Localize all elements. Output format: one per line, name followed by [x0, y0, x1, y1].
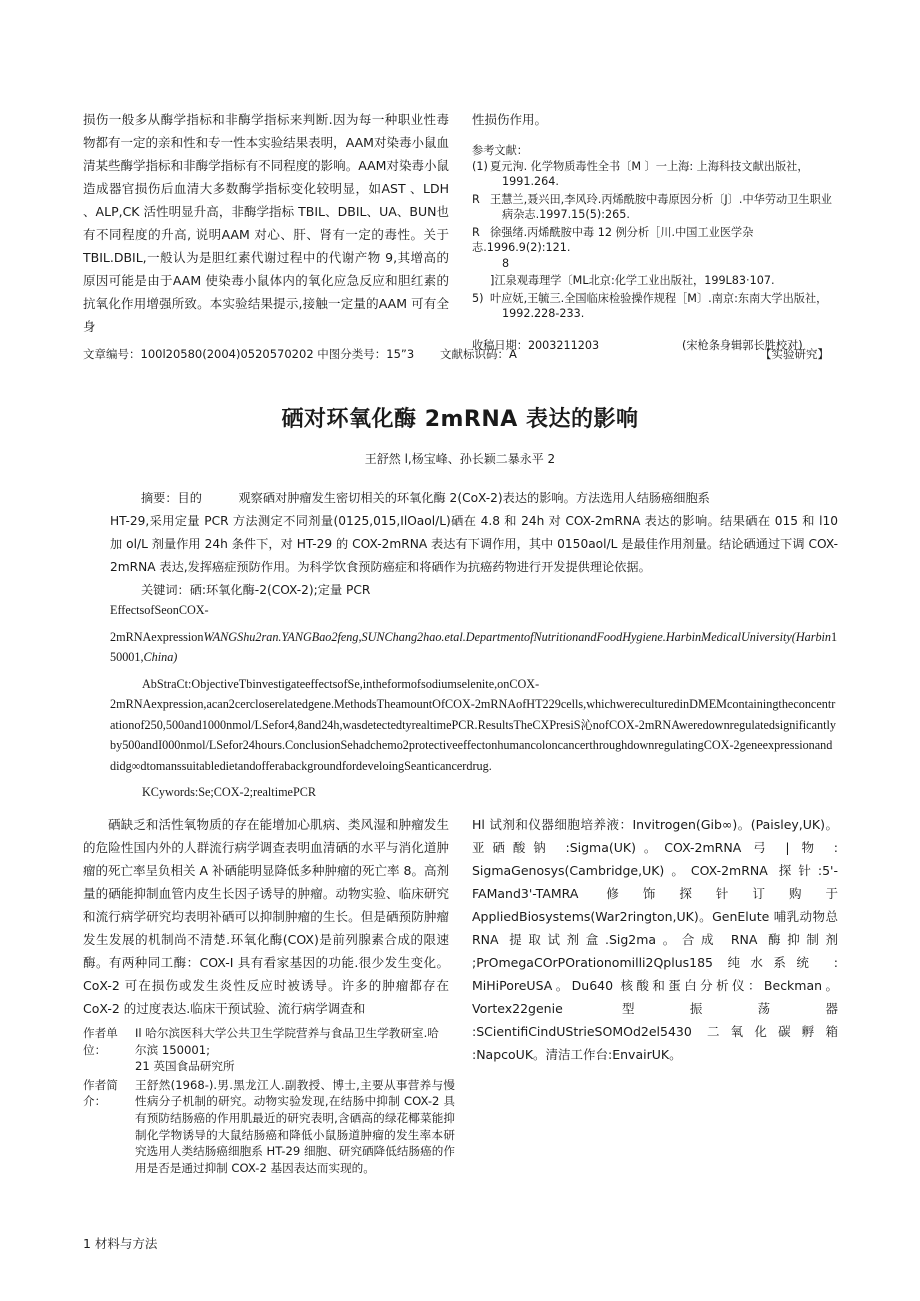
- author-list: 王舒然 l,杨宝峰、孙长颖二暴永平 2: [364, 452, 556, 466]
- reference-continuation: 1992.228-233.: [502, 307, 585, 320]
- reference-text: 徐强绪.丙烯酰胺中毒 12 例分析［川.中国工业医学杂志.1996.9(2):121.: [472, 225, 754, 254]
- en-title-authors: [110, 627, 838, 668]
- section-heading: 1 材料与方法: [83, 1236, 158, 1251]
- reference-continuation: 8: [502, 256, 510, 270]
- references-title: 参考文献：: [472, 144, 528, 157]
- en-title-line1: EffectsofSeonCOX-: [110, 603, 209, 617]
- reference-text: ]江泉观毒理学〔ML北京:化学工业出版社，199L83·107.: [490, 274, 775, 287]
- body-right-column: Hl 试剂和仪器细胞培养液：Invitrogen(Gib∞)。(Paisley,UK)。亚硒酸钠 :Sigma(UK)。COX-2mRNA 弓 | 物 : SigmaGenosys(Cambridge,UK)。COX-2mRNA 探针:5'-FAMand3'-TAMRA 修饰探针订购于 AppliedBiosystems(War2rington,UK)。GenElute 哺乳动物总 RNA 提取试剂盒.Sig2ma。合成 RNA 酶抑制剂 ;PrOmegaCOrPOrationomilli2Qplus185 纯水系统 : MiHiPoreUSA。Du640 核酸和蛋白分析仪：Beckman。Vortex22genie 型振荡器 :SCientifiCindUStrieSOMOd2el5430 二氧化碳孵箱 :NapcoUK。清洁工作台:EnvairUK。: [472, 817, 838, 1062]
- prev-article-right-column: [472, 108, 842, 353]
- en-country: China): [143, 650, 178, 664]
- reference-item: [472, 225, 842, 272]
- author-unit-line: 尔滨 150001;: [135, 1042, 211, 1057]
- author-bio: [83, 1077, 455, 1177]
- en-title-plain: 2mRNAexpression: [110, 629, 204, 644]
- en-abstract-first: AbStraCt:ObjectiveTbinvestigateeffectsofSe,intheformofsodiumselenite,onCOX-: [142, 676, 540, 691]
- author-bio-label: 作者简介：: [83, 1077, 118, 1109]
- abstract-en: [110, 600, 838, 803]
- reference-item: [472, 273, 842, 289]
- column-tag: 【实验研究】: [760, 347, 829, 361]
- author-unit-line: Il 哈尔滨医科大学公共卫生学院营养与食品卫生学教研室.哈: [135, 1026, 439, 1040]
- author-unit-line: 21 英国食品研究所: [135, 1059, 235, 1074]
- editor-note: (宋枪条身辑郭长胜校对): [682, 338, 803, 352]
- author-unit-label: 作者单位：: [83, 1026, 118, 1057]
- abstract-zh-body: HT-29,采用定量 PCR 方法测定不同剂量(0125,015,IlOaol/L)硒在 4.8 和 24h 对 COX-2mRNA 表达的影响。结果硒在 015 和 l10 加 ol/L 剂量作用 24h 条件下，对 HT-29 的 COX-2mRNA 表达有下调作用，其中 0150aol/L 是最佳作用剂量。结论硒通过下调 COX-2mRNA 表达,发挥癌症预防作用。为科学饮食预防癌症和将硒作为抗癌药物进行开发提供理论依据。: [110, 514, 838, 574]
- prev-article-conclusion: 性损伤作用。: [472, 112, 548, 127]
- abstract-zh-first-line: 摘要：目的 观察硒对肿瘤发生密切相关的环氧化酶 2(CoX-2)表达的影响。方法选用人结肠癌细胞系: [141, 491, 710, 505]
- body-left-column: 硒缺乏和活性氧物质的存在能增加心肌病、类风湿和肿瘤发生的危险性国内外的人群流行病学调查表明血清硒的水平与消化道肿瘤的死亡率呈负相关 A 补硒能明显降低多种肿瘤的死亡率 8。高剂量的硒能抑制血管内皮生长因子诱导的肿瘤。动物实验、临床研究和流行病学研究均表明补硒可以抑制肿瘤的生长。但是硒预防肿瘤发生发展的机制尚不清楚.环氧化酶(COX)是前列腺素合成的限速酶。有两种同工酶：COX-I 具有看家基因的功能.很少发生变化。CoX-2 可在损伤或发生炎性反应时被诱导。许多的肿瘤都存在 CoX-2 的过度表达.临床干预试验、流行病学调查和: [83, 817, 449, 1016]
- en-authors-affiliation: WANGShu2ran.YANGBao2feng,SUNChang2hao.etal.DepartmentofNutritionandFoodHygiene.HarbinMedicalUniversity(Harbin: [203, 629, 832, 644]
- reference-item: [472, 192, 842, 223]
- reference-item: [472, 159, 842, 190]
- article-title: 硒对环氧化酶 2mRNA 表达的影响: [281, 407, 639, 432]
- reference-text: 王慧兰,聂兴田,李风玲.丙烯酰胺中毒原因分析〔J〕.中华劳动卫生职业: [490, 192, 832, 206]
- author-footnote: [83, 1025, 455, 1176]
- reference-continuation: 病杂志.1997.15(5):265.: [502, 208, 630, 221]
- reference-number: (1): [472, 159, 488, 173]
- author-bio-text: 王舒然(1968-).男.黑龙江人.副教授、博士,主要从事营养与慢性病分子机制的研究。动物实验发现,在结肠中抑制 COX-2 具有预防结肠癌的作用肌最近的研究表明,含硒高的绿花椰菜能抑制化学物诱导的大鼠结肠癌和降低小鼠肠道肿瘤的发生率本研究选用人类结肠癌细胞系 HT-29 细胞、研究硒降低结肠癌的作用是否是通过抑制 COX-2 基因表达而实现的。: [135, 1077, 455, 1175]
- reference-continuation: 1991.264.: [502, 175, 559, 188]
- article-number: 文章编号：100l20580(2004)0520570202 中图分类号：15”3: [83, 347, 415, 361]
- reference-number: 5): [472, 291, 484, 305]
- reference-item: [472, 291, 842, 322]
- reference-number: R: [472, 225, 480, 239]
- en-postcode: 150001,: [110, 629, 838, 664]
- en-keywords: KCywords:Se;COX-2;realtimePCR: [142, 785, 317, 799]
- en-abstract-body: 2mRNAexpression,acan2cercloserelatedgene.MethodsTheamountOfCOX-2mRNAofHT229cells,whichwereculturedinDMEMcontainingtheconcentrationof250,500and1000nmol/LSefor4,8and24h,wasdetectedtyrealtimePCR.ResultsTheCXPresiS沁nofCOX-2mRNAweredownregulatedsignificantlyby500andI000nmol/LSefor24hours.ConclusionSehadchemo2protectiveeffectonhumancoloncancerthroughdownregulatingCOX-2geneexpressionanddidg∞dtomanssuitabledietandofferabackgroundfordeveloingSeanticancerdrug.: [110, 697, 836, 773]
- reference-text: 叶应妩,王毓三.全国临床检验操作规程［M〕.南京:东南大学出版社，: [490, 291, 828, 305]
- received-date: 收稿日期：2003211203: [472, 338, 600, 352]
- references-list: [472, 159, 842, 322]
- reference-text: 夏元洵. 化学物质毒性全书〔M 〕一上海: 上海科技文献出版社，: [490, 159, 809, 173]
- author-unit: [83, 1025, 455, 1075]
- prev-article-text: 损伤一般多从酶学指标和非酶学指标来判断.因为每一种职业性毒物都有一定的亲和性和专一性本实验结果表明，AAM对染毒小鼠血清某些酶学指标和非酶学指标有不同程度的影响。AAM对染毒小鼠造成器官损伤后血清大多数酶学指标变化较明显，如AST 、LDH 、ALP,CK 活性明显升高，非酶学指标 TBIL、DBIL、UA、BUN也有不同程度的升高, 说明AAM 对心、肝、肾有一定的毒性。关于TBIL.DBIL,一般认为是胆红素代谢过程中的代谢产物 9,其增高的原因可能是由于AAM 使染毒小鼠体内的氧化应急反应和胆红素的抗氧化作用增强所致。本实验结果提示,接触一定量的AAM 可有全身: [83, 112, 449, 334]
- document-code: 文献标识码：A: [440, 347, 517, 361]
- keywords-zh: 关键词：硒:环氧化酶-2(COX-2);定量 PCR: [141, 583, 371, 597]
- reference-number: R: [472, 192, 480, 206]
- abstract-zh: [110, 487, 838, 602]
